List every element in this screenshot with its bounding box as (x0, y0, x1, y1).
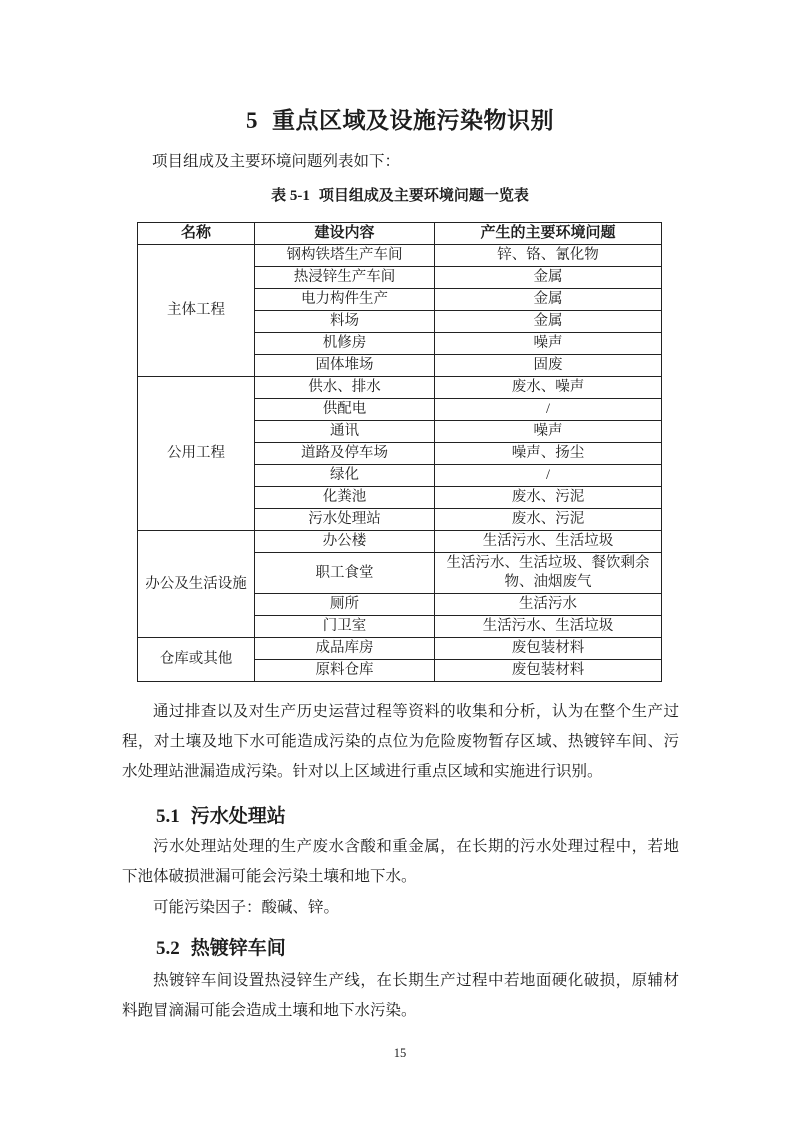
table-caption (0, 184, 800, 205)
environmental-issues-cell: 生活污水 (435, 594, 662, 616)
section-5-1-heading (156, 801, 286, 828)
chapter-title-text: 重点区域及设施污染物识别 (272, 108, 554, 133)
environmental-issues-cell: 金属 (435, 289, 662, 311)
construction-content-cell: 绿化 (255, 465, 435, 487)
table-caption-number: 表 5-1 (271, 188, 310, 204)
section-5-2-paragraph: 热镀锌车间设置热浸锌生产线，在长期生产过程中若地面硬化破损，原辅材料跑冒滴漏可能会造成土壤和地下水污染。 (122, 972, 679, 1019)
construction-content-cell: 钢构铁塔生产车间 (255, 245, 435, 267)
table-row (138, 377, 662, 399)
construction-content-cell: 热浸锌生产车间 (255, 267, 435, 289)
environmental-issues-cell: 噪声、扬尘 (435, 443, 662, 465)
environmental-issues-cell: 噪声 (435, 421, 662, 443)
group-name-cell: 公用工程 (138, 377, 255, 531)
column-header-environmental-issues: 产生的主要环境问题 (435, 223, 662, 245)
table-caption-text: 项目组成及主要环境问题一览表 (318, 188, 529, 204)
environmental-issues-cell: 废水、污泥 (435, 509, 662, 531)
table-row (138, 245, 662, 267)
table-row (138, 638, 662, 660)
construction-content-cell: 污水处理站 (255, 509, 435, 531)
environmental-issues-cell: / (435, 399, 662, 421)
construction-content-cell: 办公楼 (255, 531, 435, 553)
environmental-issues-cell: 废水、噪声 (435, 377, 662, 399)
environmental-issues-cell: 废包装材料 (435, 660, 662, 682)
environmental-issues-cell: 生活污水、生活垃圾 (435, 616, 662, 638)
construction-content-cell: 料场 (255, 311, 435, 333)
environment-issues-table (137, 222, 662, 682)
paragraph-after-table: 通过排查以及对生产历史运营过程等资料的收集和分析，认为在整个生产过程，对土壤及地下水可能造成污染的点位为危险废物暂存区域、热镀锌车间、污水处理站泄漏造成污染。针对以上区域进行重点区域和实施进行识别。 (122, 703, 679, 780)
group-name-cell: 仓库或其他 (138, 638, 255, 682)
section-5-1-title-text: 污水处理站 (190, 806, 286, 827)
construction-content-cell: 通讯 (255, 421, 435, 443)
page-title (0, 102, 800, 135)
construction-content-cell: 门卫室 (255, 616, 435, 638)
section-5-1-paragraph: 污水处理站处理的生产废水含酸和重金属，在长期的污水处理过程中，若地下池体破损泄漏可能会污染土壤和地下水。 (122, 838, 679, 885)
environmental-issues-cell: 废包装材料 (435, 638, 662, 660)
environmental-issues-cell: 噪声 (435, 333, 662, 355)
table-row (138, 531, 662, 553)
intro-text: 项目组成及主要环境问题列表如下： (152, 153, 401, 170)
page-number: 15 (393, 1046, 407, 1060)
section-5-2-heading (156, 933, 286, 960)
section-5-2-number: 5.2 (156, 938, 180, 959)
environmental-issues-cell: 金属 (435, 267, 662, 289)
environmental-issues-cell: 锌、铬、氰化物 (435, 245, 662, 267)
construction-content-cell: 成品库房 (255, 638, 435, 660)
construction-content-cell: 电力构件生产 (255, 289, 435, 311)
construction-content-cell: 化粪池 (255, 487, 435, 509)
column-header-name: 名称 (138, 223, 255, 245)
environmental-issues-cell: 金属 (435, 311, 662, 333)
environmental-issues-cell: 固废 (435, 355, 662, 377)
construction-content-cell: 供配电 (255, 399, 435, 421)
section-5-2-title-text: 热镀锌车间 (190, 938, 286, 959)
construction-content-cell: 机修房 (255, 333, 435, 355)
construction-content-cell: 道路及停车场 (255, 443, 435, 465)
section-5-1-number: 5.1 (156, 806, 180, 827)
section-5-1-pollution-factors: 可能污染因子：酸碱、锌。 (153, 899, 340, 916)
construction-content-cell: 供水、排水 (255, 377, 435, 399)
table-header-row (138, 223, 662, 245)
group-name-cell: 主体工程 (138, 245, 255, 377)
environmental-issues-cell: 废水、污泥 (435, 487, 662, 509)
environmental-issues-cell: / (435, 465, 662, 487)
construction-content-cell: 固体堆场 (255, 355, 435, 377)
chapter-number: 5 (246, 108, 258, 133)
construction-content-cell: 原料仓库 (255, 660, 435, 682)
group-name-cell: 办公及生活设施 (138, 531, 255, 638)
construction-content-cell: 职工食堂 (255, 553, 435, 594)
construction-content-cell: 厕所 (255, 594, 435, 616)
environmental-issues-cell: 生活污水、生活垃圾、餐饮剩余物、油烟废气 (435, 553, 662, 594)
column-header-construction-content: 建设内容 (255, 223, 435, 245)
environmental-issues-cell: 生活污水、生活垃圾 (435, 531, 662, 553)
